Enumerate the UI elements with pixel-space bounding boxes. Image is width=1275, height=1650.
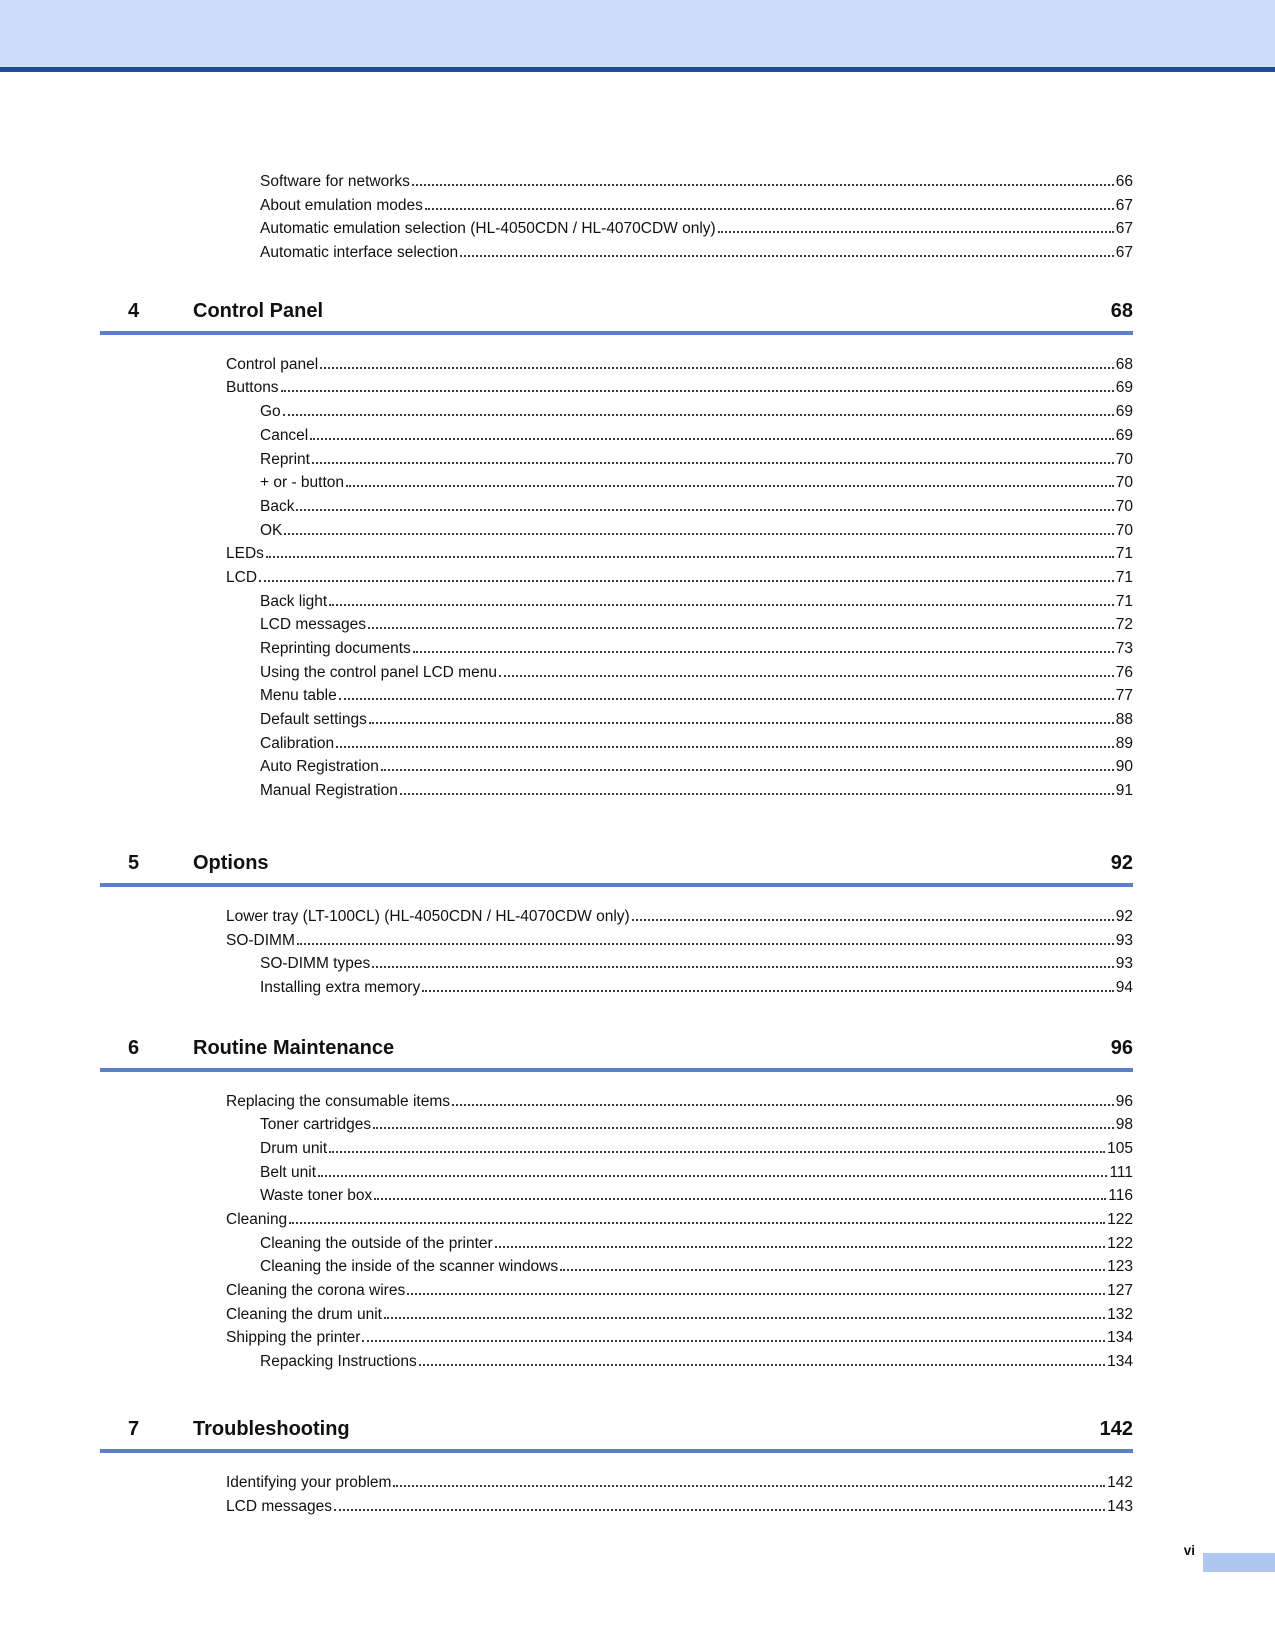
toc-entry[interactable]: [100, 376, 1133, 400]
toc-dot-leader: [297, 943, 1114, 945]
toc-entry-page-number: 67: [1115, 220, 1133, 238]
toc-entry-page-number: 105: [1107, 1139, 1133, 1157]
toc-entry[interactable]: [100, 170, 1133, 194]
toc-entry-page-number: 134: [1107, 1329, 1133, 1347]
toc-dot-leader: [632, 919, 1114, 921]
toc-dot-leader: [407, 1293, 1105, 1295]
toc-entry[interactable]: [100, 566, 1133, 590]
toc-entry-page-number: 94: [1115, 978, 1133, 996]
footer-page-number: vi: [1183, 1543, 1195, 1558]
toc-entry[interactable]: [100, 1255, 1133, 1279]
toc-dot-leader: [412, 184, 1114, 186]
chapter-entry-list: [100, 353, 1133, 803]
toc-entry-page-number: 70: [1115, 521, 1133, 539]
toc-entry-label: Go: [260, 403, 281, 421]
toc-entry-page-number: 68: [1115, 355, 1133, 373]
chapter-page-number: 96: [1110, 1036, 1133, 1059]
toc-entry-page-number: 116: [1108, 1187, 1133, 1205]
toc-entry-label: Lower tray (LT-100CL) (HL-4050CDN / HL-4070CDW only): [226, 907, 630, 925]
toc-entry-page-number: 70: [1115, 450, 1133, 468]
toc-entry-page-number: 127: [1107, 1282, 1133, 1300]
toc-entry-page-number: 71: [1115, 568, 1133, 586]
toc-entry-label: Buttons: [226, 379, 279, 397]
toc-entry-page-number: 143: [1107, 1497, 1133, 1515]
toc-entry-label: LEDs: [226, 545, 264, 563]
chapter-entry-list: [100, 1471, 1133, 1518]
toc-entry[interactable]: [100, 217, 1133, 241]
toc-entry-label: Cleaning the corona wires: [226, 1282, 406, 1300]
toc-entry-label: Reprinting documents: [260, 640, 411, 657]
toc-dot-leader: [283, 414, 1114, 416]
chapter-heading: [100, 850, 1133, 887]
toc-entry[interactable]: [100, 637, 1133, 661]
toc-entry-page-number: 92: [1115, 907, 1133, 925]
toc-dot-leader: [372, 966, 1114, 968]
toc-dot-leader: [425, 208, 1114, 210]
toc-entry[interactable]: [100, 661, 1133, 685]
toc-entry-label: Back: [260, 497, 295, 515]
toc-entry[interactable]: [100, 400, 1133, 424]
chapter-number: 5: [128, 851, 140, 874]
toc-entry-label: Drum unit: [260, 1139, 328, 1157]
toc-entry[interactable]: [100, 1161, 1133, 1185]
chapter-number: 6: [128, 1036, 140, 1059]
toc-entry[interactable]: [100, 194, 1133, 218]
chapter-number: 4: [128, 299, 140, 322]
toc-entry-label: Default settings: [260, 711, 367, 729]
toc-entry-page-number: 77: [1115, 687, 1133, 705]
toc-dot-leader: [460, 255, 1114, 257]
toc-dot-leader: [381, 769, 1114, 771]
chapter-page-number: 142: [1099, 1417, 1133, 1440]
toc-entry[interactable]: [100, 976, 1133, 1000]
toc-entry-page-number: 73: [1115, 640, 1133, 657]
toc-entry[interactable]: [100, 1350, 1133, 1374]
toc-entry[interactable]: [100, 1495, 1133, 1519]
toc-dot-leader: [369, 722, 1114, 724]
toc-entry-label: Back light: [260, 592, 328, 610]
toc-entry-label: Menu table: [260, 687, 337, 705]
toc-entry-label: Cleaning the drum unit: [226, 1305, 382, 1323]
toc-dot-leader: [413, 651, 1114, 653]
toc-entry-page-number: 76: [1115, 663, 1133, 681]
toc-dot-leader: [718, 231, 1114, 233]
toc-entry[interactable]: [100, 1279, 1133, 1303]
toc-entry[interactable]: [100, 542, 1133, 566]
chapter-number: 7: [128, 1417, 140, 1440]
toc-entry-page-number: 89: [1115, 734, 1133, 752]
toc-dot-leader: [374, 1198, 1106, 1200]
toc-entry[interactable]: [100, 684, 1133, 708]
chapter-title: Routine Maintenance: [193, 1036, 395, 1059]
toc-entry-page-number: 67: [1115, 196, 1133, 214]
toc-dot-leader: [266, 556, 1114, 558]
toc-pre-section-list: [100, 170, 1133, 265]
toc-entry-label: Control panel: [226, 355, 319, 373]
toc-entry-page-number: 70: [1115, 497, 1133, 515]
chapter-page-number: 92: [1110, 851, 1133, 874]
toc-dot-leader: [346, 485, 1114, 487]
toc-entry[interactable]: [100, 779, 1133, 803]
toc-dot-leader: [318, 1175, 1107, 1177]
toc-entry-label: Reprint: [260, 450, 310, 468]
toc-entry-label: Repacking Instructions: [260, 1353, 417, 1371]
chapter-entry-list: [100, 905, 1133, 1000]
toc-entry-label: Calibration: [260, 734, 335, 752]
toc-dot-leader: [310, 438, 1114, 440]
chapter-entry-list: [100, 1090, 1133, 1374]
toc-entry-label: + or - button: [260, 474, 345, 492]
toc-dot-leader: [384, 1317, 1105, 1319]
toc-entry[interactable]: [100, 353, 1133, 377]
toc-entry-page-number: 70: [1115, 474, 1133, 492]
toc-entry-label: OK: [260, 521, 283, 539]
toc-entry-label: LCD: [226, 568, 258, 586]
chapter-title: Control Panel: [193, 299, 324, 322]
toc-dot-leader: [281, 390, 1114, 392]
toc-entry-page-number: 66: [1115, 173, 1133, 190]
toc-entry-page-number: 93: [1115, 931, 1133, 949]
toc-entry-label: LCD messages: [260, 616, 366, 634]
toc-dot-leader: [499, 675, 1114, 677]
toc-entry-label: Automatic emulation selection (HL-4050CDN / HL-4070CDW only): [260, 220, 716, 238]
toc-entry-page-number: 96: [1115, 1092, 1133, 1110]
toc-entry-page-number: 132: [1107, 1305, 1133, 1323]
toc-entry[interactable]: [100, 519, 1133, 543]
toc-dot-leader: [284, 533, 1113, 535]
toc-dot-leader: [259, 580, 1114, 582]
toc-entry-page-number: 90: [1115, 758, 1133, 776]
toc-entry-page-number: 123: [1107, 1258, 1133, 1276]
toc-entry-label: Cancel: [260, 426, 309, 444]
toc-dot-leader: [419, 1364, 1105, 1366]
toc-entry-label: Installing extra memory: [260, 978, 421, 996]
toc-entry[interactable]: [100, 1137, 1133, 1161]
toc-entry-label: Belt unit: [260, 1163, 317, 1181]
toc-entry-label: Cleaning the inside of the scanner windows: [260, 1258, 559, 1276]
toc-entry-page-number: 134: [1107, 1353, 1133, 1371]
toc-entry-page-number: 122: [1107, 1211, 1133, 1228]
toc-entry-page-number: 67: [1115, 244, 1133, 262]
toc-dot-leader: [362, 1340, 1105, 1342]
toc-entry-label: Replacing the consumable items: [226, 1092, 451, 1110]
toc-entry[interactable]: [100, 1113, 1133, 1137]
toc-entry[interactable]: [100, 929, 1133, 953]
chapter-page-number: 68: [1110, 299, 1133, 322]
toc-entry-page-number: 98: [1115, 1116, 1133, 1134]
chapter-heading: [100, 298, 1133, 335]
toc-entry[interactable]: [100, 590, 1133, 614]
toc-entry-label: About emulation modes: [260, 196, 423, 214]
toc-dot-leader: [560, 1269, 1105, 1271]
toc-entry-page-number: 69: [1115, 426, 1133, 444]
toc-entry[interactable]: [100, 708, 1133, 732]
toc-entry-page-number: 72: [1115, 616, 1133, 634]
toc-dot-leader: [495, 1246, 1105, 1248]
toc-entry-page-number: 111: [1109, 1163, 1133, 1181]
toc-entry-label: Shipping the printer: [226, 1329, 361, 1347]
toc-entry-label: SO-DIMM types: [260, 955, 371, 973]
toc-entry[interactable]: [100, 732, 1133, 756]
toc-dot-leader: [452, 1104, 1114, 1106]
toc-entry-page-number: 69: [1115, 403, 1133, 421]
toc-entry-label: SO-DIMM: [226, 931, 295, 949]
toc-entry-page-number: 122: [1107, 1234, 1133, 1252]
toc-entry[interactable]: [100, 1232, 1133, 1256]
chapter-title: Options: [193, 851, 269, 874]
toc-entry-label: Toner cartridges: [260, 1116, 372, 1134]
toc-entry[interactable]: [100, 1326, 1133, 1350]
toc-entry[interactable]: [100, 471, 1133, 495]
chapter-heading: [100, 1416, 1133, 1453]
toc-entry[interactable]: [100, 613, 1133, 637]
toc-dot-leader: [296, 509, 1113, 511]
chapter-heading: [100, 1035, 1133, 1072]
toc-entry-page-number: 69: [1115, 379, 1133, 397]
toc-entry-page-number: 142: [1107, 1473, 1133, 1491]
toc-entry-label: Identifying your problem: [226, 1473, 392, 1491]
toc-entry-label: Waste toner box: [260, 1187, 373, 1205]
toc-entry-page-number: 71: [1115, 592, 1133, 610]
toc-entry-label: Manual Registration: [260, 782, 398, 800]
toc-entry[interactable]: [100, 1208, 1133, 1232]
toc-entry-label: Software for networks: [260, 173, 410, 190]
toc-entry[interactable]: [100, 495, 1133, 519]
toc-entry-label: LCD messages: [226, 1497, 332, 1515]
toc-dot-leader: [393, 1485, 1105, 1487]
toc-entry-label: Auto Registration: [260, 758, 379, 776]
toc-entry-page-number: 71: [1115, 545, 1133, 563]
toc-entry[interactable]: [100, 755, 1133, 779]
toc-entry-page-number: 91: [1115, 782, 1133, 800]
toc-entry[interactable]: [100, 1090, 1133, 1114]
toc-dot-leader: [336, 746, 1114, 748]
toc-entry[interactable]: [100, 424, 1133, 448]
toc-dot-leader: [339, 698, 1114, 700]
toc-entry-label: Using the control panel LCD menu: [260, 663, 497, 681]
toc-entry[interactable]: [100, 1303, 1133, 1327]
toc-dot-leader: [329, 604, 1114, 606]
toc-dot-leader: [329, 1151, 1105, 1153]
toc-entry[interactable]: [100, 905, 1133, 929]
toc-entry-page-number: 88: [1115, 711, 1133, 729]
toc-entry[interactable]: [100, 952, 1133, 976]
toc-content: [100, 170, 1133, 1518]
toc-dot-leader: [400, 793, 1114, 795]
toc-dot-leader: [320, 367, 1114, 369]
toc-dot-leader: [422, 990, 1114, 992]
footer-accent-bar: [1203, 1553, 1275, 1572]
header-band: [0, 0, 1275, 72]
toc-entry-label: Cleaning the outside of the printer: [260, 1234, 493, 1252]
toc-entry-label: Automatic interface selection: [260, 244, 459, 262]
toc-dot-leader: [373, 1127, 1114, 1129]
toc-entry[interactable]: [100, 448, 1133, 472]
chapter-title: Troubleshooting: [193, 1417, 350, 1440]
toc-entry[interactable]: [100, 1184, 1133, 1208]
toc-dot-leader: [289, 1222, 1105, 1224]
toc-entry-page-number: 93: [1115, 955, 1133, 973]
toc-entry[interactable]: [100, 1471, 1133, 1495]
toc-dot-leader: [334, 1509, 1105, 1511]
toc-dot-leader: [312, 462, 1114, 464]
toc-dot-leader: [368, 627, 1114, 629]
toc-entry-label: Cleaning: [226, 1211, 288, 1228]
toc-sections: [100, 298, 1133, 1518]
toc-entry[interactable]: [100, 241, 1133, 265]
